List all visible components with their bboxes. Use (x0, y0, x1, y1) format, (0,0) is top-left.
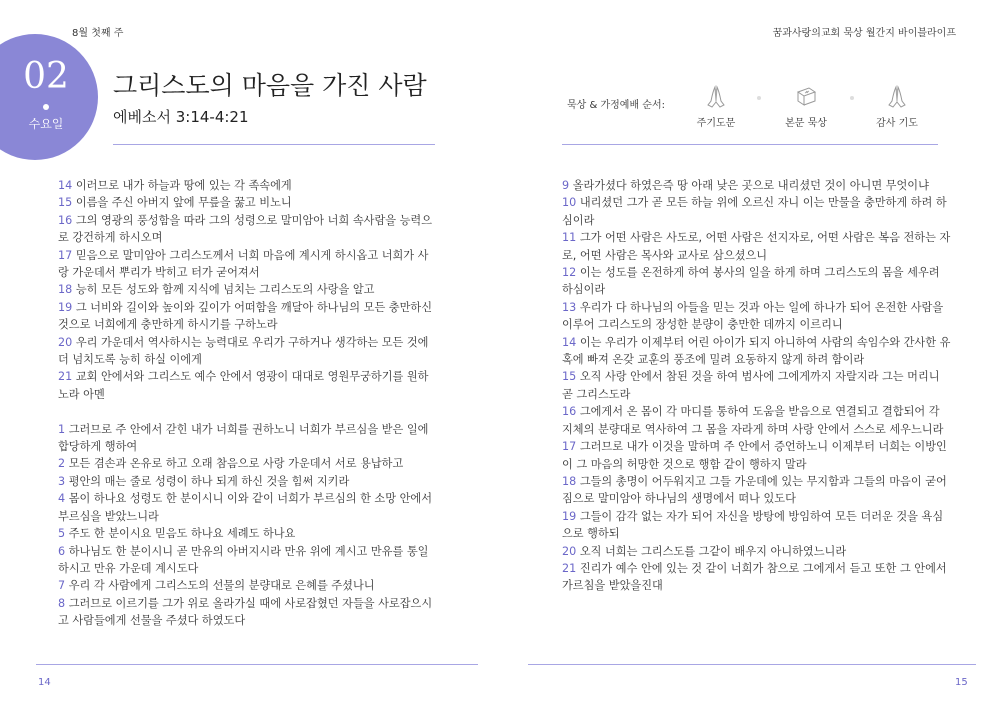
verse-number: 21 (562, 561, 577, 575)
verse-text: 올라가셨다 하였은즉 땅 아래 낮은 곳으로 내리셨던 것이 아니면 무엇이냐 (572, 179, 929, 192)
verse (58, 421, 433, 456)
verse-number: 17 (58, 248, 73, 262)
verse-text: 그러므로 주 안에서 갇힌 내가 너희를 권하노니 너희가 부르심을 받은 일에 합당하게 행하여 (58, 422, 429, 454)
verse-number: 6 (58, 544, 66, 558)
verse (562, 229, 952, 264)
verse (58, 247, 433, 282)
verse-text: 진리가 예수 안에 있는 것 같이 너희가 참으로 그에게서 듣고 또한 그 안에서 가르침을 받았을진대 (562, 561, 947, 593)
verse-number: 14 (562, 335, 577, 349)
verse-text: 교회 안에서와 그리스도 예수 안에서 영광이 대대로 영원무궁하기를 원하노라 아멘 (58, 370, 429, 401)
verse-text: 오직 사랑 안에서 참된 것을 하여 범사에 그에게까지 자랄지라 그는 머리니 곧 그리스도라 (562, 370, 940, 401)
verse-text: 그러므로 내가 이것을 말하며 주 안에서 증언하노니 이제부터 너희는 이방인이 그 마음의 허망한 것으로 행함 같이 행하지 말라 (562, 440, 947, 471)
verse-text: 평안의 매는 줄로 성령이 하나 되게 하신 것을 힘써 지키라 (68, 474, 350, 488)
page-number-left: 14 (38, 677, 51, 688)
page-number-right: 15 (955, 677, 968, 688)
verse-number: 10 (562, 196, 577, 210)
week-label: 8월 첫째 주 (72, 28, 124, 39)
worship-divider (562, 144, 938, 145)
verse-text: 모든 겸손과 온유로 하고 오래 참음으로 사랑 가운데서 서로 용납하고 (68, 457, 404, 471)
left-scripture-column (58, 177, 433, 630)
verse-number: 11 (562, 231, 577, 245)
verse-number: 4 (58, 492, 66, 506)
verse-text: 그가 어떤 사람은 사도로, 어떤 사람은 선지자로, 어떤 사람은 복음 전하는 자로, 어떤 사람은 목사와 교사로 삼으셨으니 (562, 231, 951, 262)
verse-number: 16 (58, 213, 73, 227)
day-number: 02 (23, 56, 69, 97)
verse-number: 18 (58, 283, 73, 297)
verse (58, 334, 433, 369)
verse-number: 18 (562, 474, 577, 488)
verse-text: 우리가 다 하나님의 아들을 믿는 것과 아는 일에 하나가 되어 온전한 사람을 이루어 그리스도의 장성한 분량이 충만한 데까지 이르리니 (562, 300, 944, 332)
verse (58, 577, 433, 594)
verse (58, 299, 433, 334)
verse-text: 하나님도 한 분이시니 곧 만유의 아버지시라 만유 위에 계시고 만유를 통일하시고 만유 가운데 계시도다 (58, 544, 429, 575)
verse (58, 194, 433, 211)
verse (562, 194, 952, 229)
verse (562, 560, 952, 595)
verse (562, 334, 952, 369)
verse (562, 299, 952, 334)
verse-text: 이러므로 내가 하늘과 땅에 있는 각 족속에게 (75, 179, 292, 192)
verse (58, 543, 433, 578)
bible-icon (793, 84, 819, 110)
scripture-reference: 에베소서 3:14-4:21 (113, 108, 249, 126)
verse-text: 그러므로 이르기를 그가 위로 올라가실 때에 사로잡혔던 자들을 사로잡으시고 사람들에게 선물을 주셨다 하였도다 (58, 596, 433, 628)
verse-text: 그의 영광의 풍성함을 따라 그의 성령으로 말미암아 너희 속사람을 능력으로 강건하게 하시오며 (58, 213, 433, 245)
title-divider (113, 144, 435, 145)
worship-step-meditation (771, 84, 841, 129)
verse-number: 16 (562, 405, 577, 419)
verse-number: 19 (58, 300, 73, 314)
verse-number: 3 (58, 474, 66, 488)
step-separator (850, 96, 854, 100)
verse-text: 그들이 감각 없는 자가 되어 자신을 방탕에 방임하여 모든 더러운 것을 욕심으로 행하되 (562, 509, 944, 541)
day-dot (43, 104, 49, 110)
verse-text: 우리 가운데서 역사하시는 능력대로 우리가 구하거나 생각하는 모든 것에 더 넘치도록 능히 하실 이에게 (58, 335, 429, 367)
verse-number: 13 (562, 300, 577, 314)
verse-number: 21 (58, 370, 73, 384)
verse-number: 20 (562, 544, 577, 558)
verse (58, 525, 433, 542)
verse (562, 543, 952, 560)
verse (58, 473, 433, 490)
worship-step-label: 본문 묵상 (785, 118, 827, 129)
verse-text: 몸이 하나요 성령도 한 분이시니 이와 같이 너희가 부르심의 한 소망 안에서 부르심을 받았느니라 (58, 492, 433, 523)
verse-text: 믿음으로 말미암아 그리스도께서 너희 마음에 계시게 하시옵고 너희가 사랑 가운데서 뿌리가 박히고 터가 굳어져서 (58, 248, 429, 280)
verse (562, 264, 952, 299)
verse (562, 438, 952, 473)
chapter-gap (58, 403, 433, 420)
worship-step-label: 감사 기도 (876, 118, 918, 129)
verse-text: 그에게서 온 몸이 각 마디를 통하여 도움을 받음으로 연결되고 결합되어 각 지체의 분량대로 역사하여 그 몸을 자라게 하며 사랑 안에서 스스로 세우느니라 (562, 405, 944, 436)
day-weekday: 수요일 (28, 117, 64, 131)
verse (58, 177, 433, 194)
verse-text: 능히 모든 성도와 함께 지식에 넘치는 그리스도의 사랑을 알고 (75, 283, 375, 297)
verse-text: 오직 너희는 그리스도를 그같이 배우지 아니하였느니라 (579, 544, 847, 558)
verse (562, 368, 952, 403)
verse-number: 17 (562, 440, 577, 454)
verse-number: 15 (562, 370, 577, 384)
verse-number: 15 (58, 196, 73, 210)
verse (58, 368, 433, 403)
verse-text: 이는 우리가 이제부터 어린 아이가 되지 아니하여 사람의 속임수와 간사한 유혹에 빠져 온갖 교훈의 풍조에 밀려 요동하지 않게 하려 함이라 (562, 335, 951, 367)
verse (562, 508, 952, 543)
verse-text: 이는 성도를 온전하게 하여 봉사의 일을 하게 하며 그리스도의 몸을 세우려 하심이라 (562, 266, 940, 297)
verse (58, 595, 433, 630)
verse-number: 7 (58, 579, 66, 593)
verse-number: 14 (58, 179, 73, 192)
verse-number: 5 (58, 527, 66, 541)
right-scripture-column (562, 177, 952, 595)
worship-order-label: 묵상 & 가정예배 순서: (567, 100, 665, 111)
step-separator (757, 96, 761, 100)
publication-title: 꿈과사랑의교회 묵상 월간지 바이블라이프 (772, 28, 956, 39)
praying-hands-icon (884, 84, 910, 110)
verse-text: 우리 각 사람에게 그리스도의 선물의 분량대로 은혜를 주셨나니 (68, 579, 375, 593)
verse-number: 12 (562, 266, 577, 280)
verse-number: 9 (562, 179, 570, 192)
verse (58, 212, 433, 247)
verse (58, 455, 433, 472)
verse-text: 내리셨던 그가 곧 모든 하늘 위에 오르신 자니 이는 만물을 충만하게 하려 하심이라 (562, 196, 947, 227)
worship-step-label: 주기도문 (696, 118, 736, 129)
worship-step-thanksgiving (862, 84, 932, 129)
verse (58, 281, 433, 298)
verse-number: 19 (562, 509, 577, 523)
day-badge (0, 34, 98, 160)
verse-number: 1 (58, 422, 66, 436)
verse-text: 그 너비와 길이와 높이와 깊이가 어떠함을 깨달아 하나님의 모든 충만하신 것으로 너희에게 충만하게 하시기를 구하노라 (58, 300, 433, 332)
worship-step-lords-prayer (681, 84, 751, 129)
praying-hands-icon (703, 84, 729, 110)
verse-number: 2 (58, 457, 66, 471)
verse-number: 20 (58, 335, 73, 349)
verse (562, 403, 952, 438)
verse-text: 주도 한 분이시요 믿음도 하나요 세례도 하나요 (68, 527, 296, 541)
verse (562, 177, 952, 194)
verse (58, 490, 433, 525)
page-title: 그리스도의 마음을 가진 사람 (113, 71, 427, 100)
footer-divider-right (528, 664, 976, 665)
verse-text: 이름을 주신 아버지 앞에 무릎을 꿇고 비노니 (75, 196, 292, 210)
verse-number: 8 (58, 596, 66, 610)
footer-divider-left (36, 664, 478, 665)
verse (562, 473, 952, 508)
verse-text: 그들의 총명이 어두워지고 그들 가운데에 있는 무지함과 그들의 마음이 굳어짐으로 말미암아 하나님의 생명에서 떠나 있도다 (562, 474, 947, 506)
